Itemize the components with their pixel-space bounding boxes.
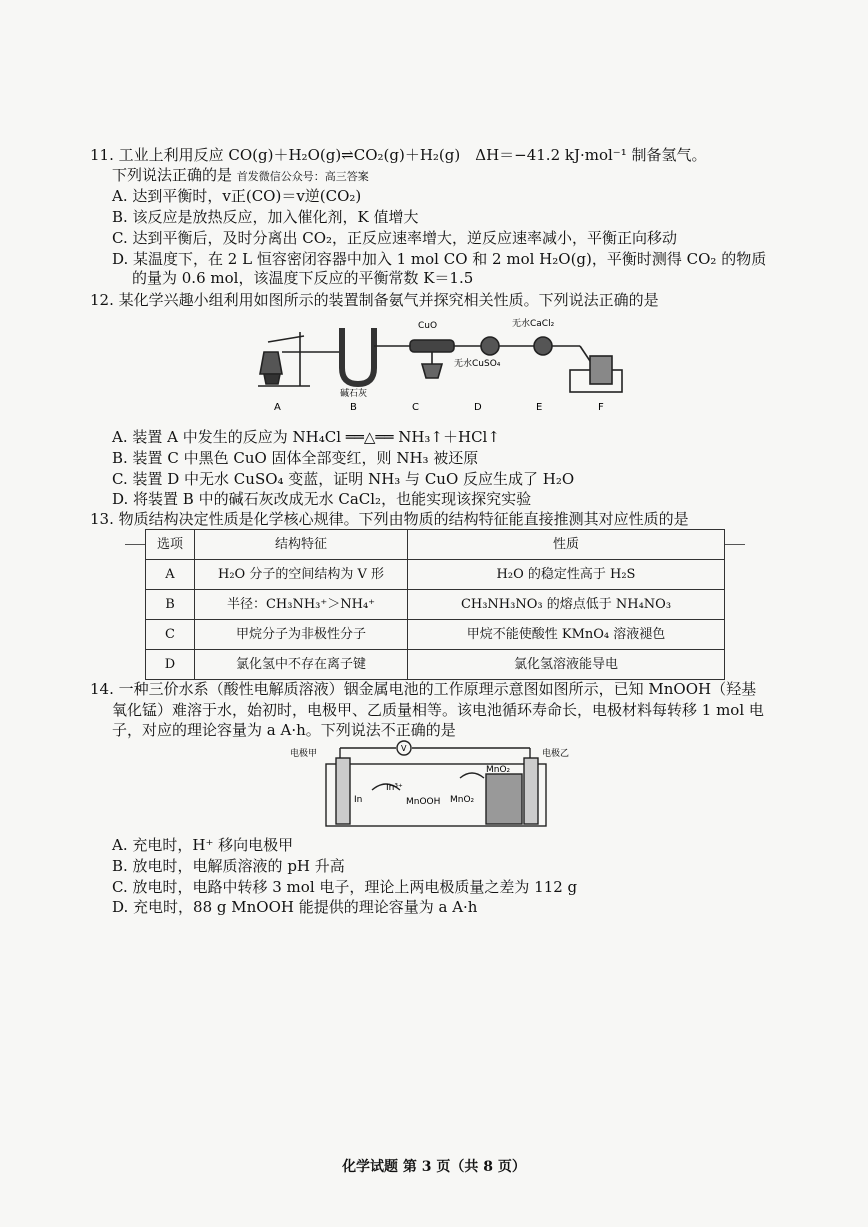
q11-option-c: C. 达到平衡后，及时分离出 CO₂，正反应速率增大，逆反应速率减小，平衡正向移动 xyxy=(112,229,678,247)
table-rule-left xyxy=(125,544,145,545)
mno2-layer xyxy=(486,774,522,824)
q11-stem: 11. 工业上利用反应 CO(g)＋H₂O(g)⇌CO₂(g)＋H₂(g) ΔH＝−41.2 kJ·mol⁻¹ 制备氢气。 xyxy=(90,146,707,164)
q13-stem: 13. 物质结构决定性质是化学核心规律。下列由物质的结构特征能直接推测其对应性质的是 xyxy=(90,510,689,528)
table-cell: 甲烷分子为非极性分子 xyxy=(195,620,408,650)
label-f: F xyxy=(598,402,604,413)
q14-stem-cont2: 子，对应的理论容量为 a A·h。下列说法不正确的是 xyxy=(112,721,456,739)
table-cell: 氯化氢中不存在离子键 xyxy=(195,650,408,680)
q12-option-c: C. 装置 D 中无水 CuSO₄ 变蓝，证明 NH₃ 与 CuO 反应生成了 H₂O xyxy=(112,470,575,488)
stand-clamp xyxy=(268,336,304,342)
table-row xyxy=(146,650,725,680)
table-row xyxy=(146,590,725,620)
table-header-row xyxy=(146,530,725,560)
burner xyxy=(422,364,442,378)
q14-option-a: A. 充电时，H⁺ 移向电极甲 xyxy=(112,836,294,854)
u-tube xyxy=(342,328,374,384)
table-cell: H₂O 分子的空间结构为 V 形 xyxy=(195,560,408,590)
q14-stem-cont1: 氧化锰）难溶于水，始初时，电极甲、乙质量相等。该电池循环寿命长，电极材料每转移 1 mol 电 xyxy=(112,701,764,719)
q14-stem: 14. 一种三价水系（酸性电解质溶液）铟金属电池的工作原理示意图如图所示，已知 MnOOH（羟基 xyxy=(90,680,757,698)
table-header-structure: 结构特征 xyxy=(195,530,408,560)
electrode-b xyxy=(524,758,538,824)
alcohol-lamp xyxy=(264,374,280,384)
table-cell: 半径：CH₃NH₃⁺＞NH₄⁺ xyxy=(195,590,408,620)
table-cell: 氯化氢溶液能导电 xyxy=(408,650,725,680)
label-mno2: MnO₂ xyxy=(450,795,475,805)
q11-stem-text: 下列说法正确的是 xyxy=(112,166,233,184)
label-soda-lime: 碱石灰 xyxy=(340,389,368,399)
label-a: A xyxy=(274,402,281,413)
label-cuso4: 无水CuSO₄ xyxy=(454,359,501,369)
q14-option-c: C. 放电时，电路中转移 3 mol 电子，理论上两电极质量之差为 112 g xyxy=(112,878,578,896)
label-in3: In³⁺ xyxy=(386,783,403,793)
table-cell: C xyxy=(146,620,195,650)
label-d: D xyxy=(474,402,482,413)
cuso4-bulb xyxy=(481,337,499,355)
table-cell: B xyxy=(146,590,195,620)
q14-option-d: D. 充电时，88 g MnOOH 能提供的理论容量为 a A·h xyxy=(112,898,478,916)
test-tube xyxy=(260,352,282,374)
page-footer: 化学试题 第 3 页（共 8 页） xyxy=(342,1159,526,1175)
label-in: In xyxy=(354,795,363,805)
label-mno2-top: MnO₂ xyxy=(486,765,511,775)
label-c: C xyxy=(412,402,419,413)
label-e: E xyxy=(536,402,543,413)
cuo-tube xyxy=(410,340,454,352)
gas-bottle xyxy=(590,356,612,384)
q11-option-a: A. 达到平衡时，v正(CO)＝v逆(CO₂) xyxy=(112,187,362,205)
voltmeter-label: V xyxy=(401,744,407,753)
label-b: B xyxy=(350,402,357,413)
table-cell: 甲烷不能使酸性 KMnO₄ 溶液褪色 xyxy=(408,620,725,650)
table-cell: A xyxy=(146,560,195,590)
q14-battery-figure xyxy=(290,738,590,830)
table-row xyxy=(146,560,725,590)
label-cuo: CuO xyxy=(418,321,438,331)
label-mnooh: MnOOH xyxy=(406,797,441,807)
q11-stem-cont xyxy=(112,168,369,183)
q11-option-d: D. 某温度下，在 2 L 恒容密闭容器中加入 1 mol CO 和 2 mol H₂O(g)，平衡时测得 CO₂ 的物质 xyxy=(112,250,767,268)
table-header-option: 选项 xyxy=(146,530,195,560)
q14-option-b: B. 放电时，电解质溶液的 pH 升高 xyxy=(112,857,345,875)
electrode-a xyxy=(336,758,350,824)
table-header-property: 性质 xyxy=(408,530,725,560)
table-rule-right xyxy=(725,544,745,545)
table-cell: CH₃NH₃NO₃ 的熔点低于 NH₄NO₃ xyxy=(408,590,725,620)
label-cacl2: 无水CaCl₂ xyxy=(512,319,555,329)
watermark-text: 首发微信公众号：高三答案 xyxy=(236,170,369,183)
label-electrode-a: 电极甲 xyxy=(290,749,318,759)
q12-option-b: B. 装置 C 中黑色 CuO 固体全部变红，则 NH₃ 被还原 xyxy=(112,449,479,467)
q12-option-d: D. 将装置 B 中的碱石灰改成无水 CaCl₂，也能实现该探究实验 xyxy=(112,490,532,508)
q13-table xyxy=(145,529,725,680)
table-cell: H₂O 的稳定性高于 H₂S xyxy=(408,560,725,590)
q12-apparatus-figure xyxy=(250,312,630,414)
q12-stem: 12. 某化学兴趣小组利用如图所示的装置制备氨气并探究相关性质。下列说法正确的是 xyxy=(90,291,659,309)
q11-option-d-cont: 的量为 0.6 mol，该温度下反应的平衡常数 K＝1.5 xyxy=(132,269,474,287)
label-electrode-b: 电极乙 xyxy=(542,749,570,759)
table-row xyxy=(146,620,725,650)
cacl2-bulb xyxy=(534,337,552,355)
q12-option-a: A. 装置 A 中发生的反应为 NH₄Cl ══△══ NH₃↑＋HCl↑ xyxy=(112,428,500,446)
q11-option-b: B. 该反应是放热反应，加入催化剂，K 值增大 xyxy=(112,208,419,226)
arrow-mnooh-to-mno2 xyxy=(460,773,484,778)
table-cell: D xyxy=(146,650,195,680)
